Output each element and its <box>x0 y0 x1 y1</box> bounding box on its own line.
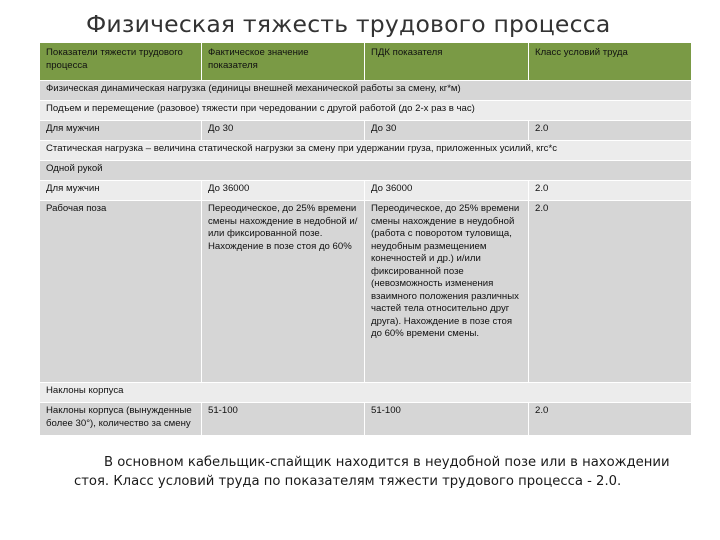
table-cell: До 36000 <box>365 181 529 201</box>
table-row <box>40 383 692 403</box>
table-cell: Для мужчин <box>40 181 202 201</box>
table-row <box>40 161 692 181</box>
conclusion-text: В основном кабельщик-спайщик находится в неудобной позе или в нахождении стоя. Класс условий труда по показателям тяжести трудового процесса - 2.0. <box>74 455 670 489</box>
table-cell: 2.0 <box>529 181 692 201</box>
table-cell: До 36000 <box>202 181 365 201</box>
table-cell: До 30 <box>365 121 529 141</box>
header-limit: ПДК показателя <box>365 43 529 81</box>
page-title: Физическая тяжесть трудового процесса <box>86 10 611 38</box>
table-row <box>40 141 692 161</box>
heaviness-table <box>39 42 692 436</box>
table-row <box>40 101 692 121</box>
table-cell: 2.0 <box>529 403 692 436</box>
section-static-load: Статическая нагрузка – величина статической нагрузки за смену при удержании груза, приложенных усилий, кгс*с <box>40 141 692 161</box>
section-dynamic-load: Физическая динамическая нагрузка (единицы внешней механической работы за смену, кг*м) <box>40 81 692 101</box>
table-row <box>40 121 692 141</box>
header-class: Класс условий труда <box>529 43 692 81</box>
header-actual-value: Фактическое значение показателя <box>202 43 365 81</box>
table-cell: Для мужчин <box>40 121 202 141</box>
table-cell: Переодическое, до 25% времени смены нахождение в недобной и/или фиксированной позе. Нахождение в позе стоя до 60% <box>202 201 365 383</box>
header-indicator: Показатели тяжести трудового процесса <box>40 43 202 81</box>
table-cell: Переодическое, до 25% времени смены нахождение в неудобной (работа с поворотом туловища, неудобным размещением конечностей и др.) и/или фиксированной позе (невозможность изменения взаимного положения различных частей тела относительно друг друга). Нахождение в позе стоя до 60% времени смены. <box>365 201 529 383</box>
table-row <box>40 81 692 101</box>
section-one-hand: Одной рукой <box>40 161 692 181</box>
table-cell: 51-100 <box>365 403 529 436</box>
table-cell: 2.0 <box>529 201 692 383</box>
table-cell: До 30 <box>202 121 365 141</box>
table-cell: 51-100 <box>202 403 365 436</box>
table-row <box>40 181 692 201</box>
section-lifting: Подъем и перемещение (разовое) тяжести при чередовании с другой работой (до 2-х раз в час) <box>40 101 692 121</box>
table-header-row <box>40 43 692 81</box>
table-cell: Рабочая поза <box>40 201 202 383</box>
table-row <box>40 403 692 436</box>
table-cell: 2.0 <box>529 121 692 141</box>
section-tilts: Наклоны корпуса <box>40 383 692 403</box>
table-row <box>40 201 692 383</box>
table-cell: Наклоны корпуса (вынужденные более 30°), количество за смену <box>40 403 202 436</box>
